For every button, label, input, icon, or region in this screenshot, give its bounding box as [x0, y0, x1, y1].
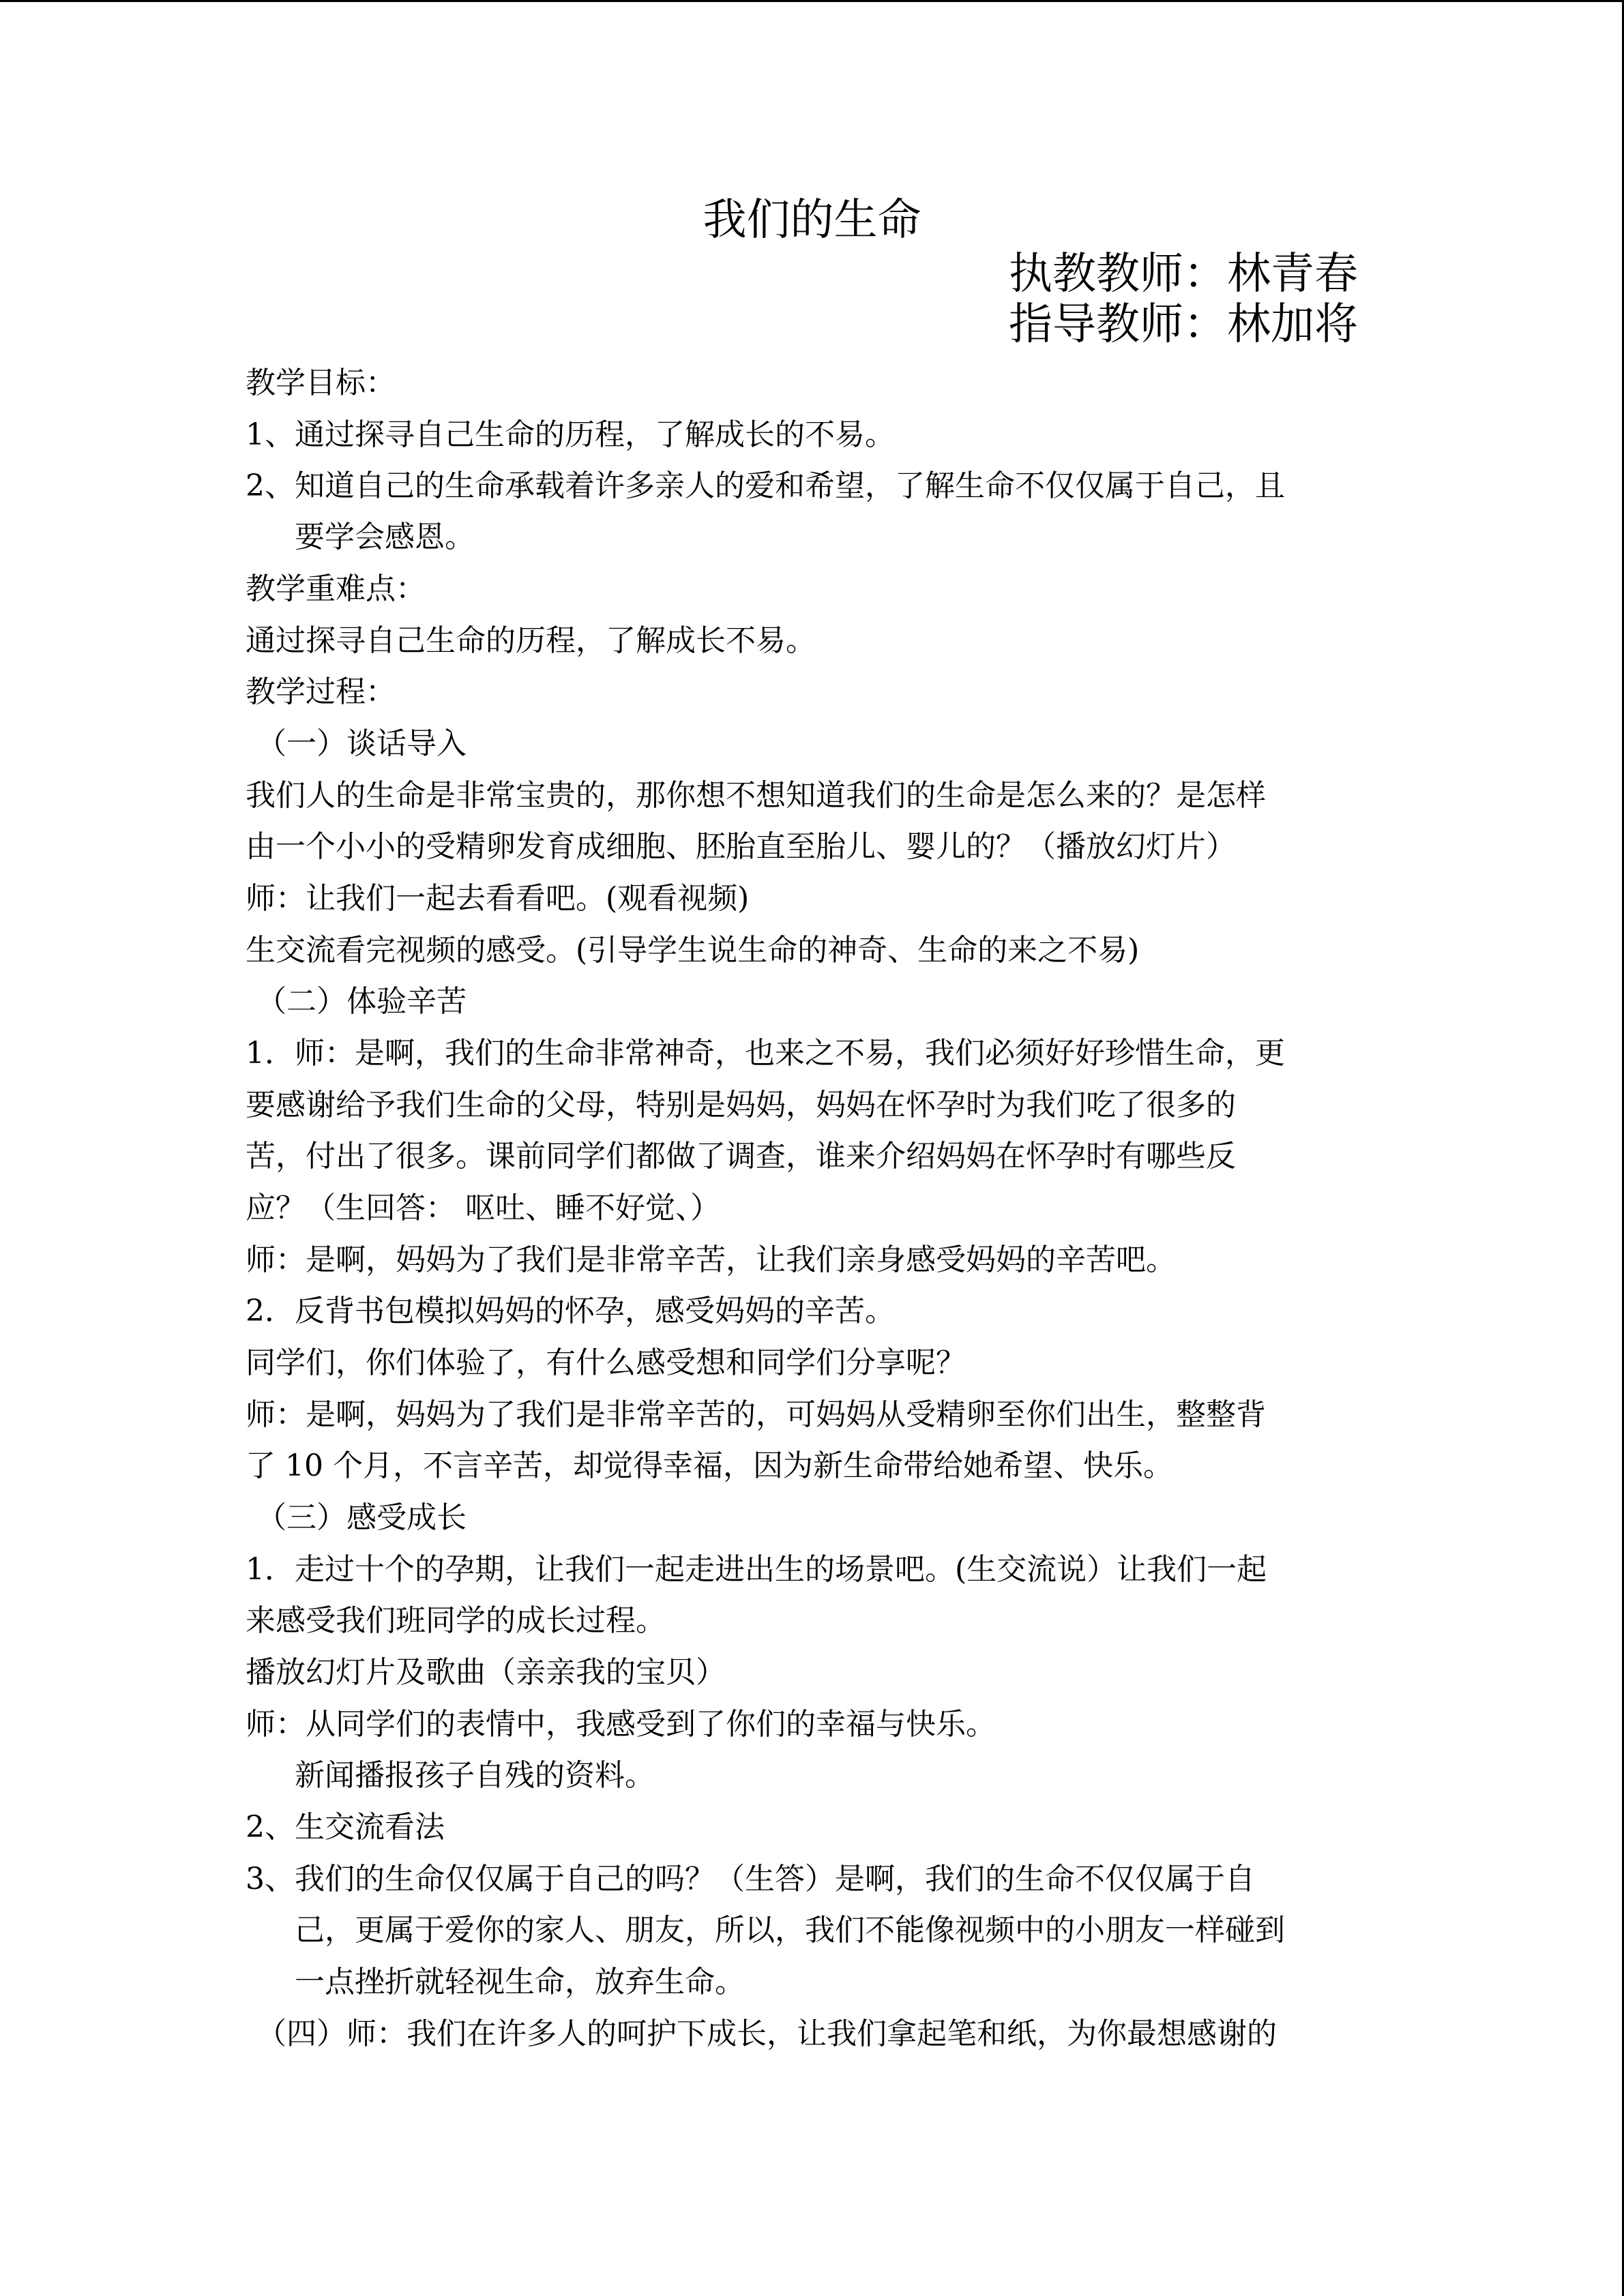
doc-line: 应？（生回答： 呕吐、睡不好觉、） — [246, 1191, 720, 1225]
section-heading: （三）感受成长 — [256, 1500, 467, 1535]
doc-line: 生交流看完视频的感受。(引导学生说生命的神奇、生命的来之不易) — [246, 933, 1140, 968]
doc-line: 己，更属于爱你的家人、朋友，所以，我们不能像视频中的小朋友一样碰到 — [295, 1913, 1285, 1948]
section-heading: （四）师：我们在许多人的呵护下成长，让我们拿起笔和纸，为你最想感谢的 — [256, 2016, 1277, 2051]
doc-line: 要学会感恩。 — [295, 520, 475, 554]
section-heading: （一）谈话导入 — [256, 726, 467, 761]
doc-line: 来感受我们班同学的成长过程。 — [246, 1603, 666, 1638]
doc-line: 教学重难点： — [246, 571, 426, 606]
doc-line: 师：让我们一起去看看吧。(观看视频) — [246, 881, 750, 916]
doc-line: 3、我们的生命仅仅属于自己的吗？（生答）是啊，我们的生命不仅仅属于自 — [246, 1862, 1255, 1896]
doc-line: 一点挫折就轻视生命，放弃生命。 — [295, 1965, 745, 1999]
doc-line: 通过探寻自己生命的历程，了解成长不易。 — [246, 623, 816, 658]
doc-line: 1．师：是啊，我们的生命非常神奇，也来之不易，我们必须好好珍惜生命，更 — [246, 1036, 1285, 1071]
doc-line: 2、生交流看法 — [246, 1810, 445, 1845]
doc-line: 了 10 个月，不言辛苦，却觉得幸福，因为新生命带给她希望、快乐。 — [246, 1448, 1173, 1483]
advisor-teacher: 指导教师：林加将 — [1009, 299, 1358, 350]
doc-line: 我们人的生命是非常宝贵的，那你想不想知道我们的生命是怎么来的？是怎样 — [246, 778, 1266, 813]
doc-line: 同学们，你们体验了，有什么感受想和同学们分享呢？ — [246, 1345, 966, 1380]
page-title: 我们的生命 — [703, 195, 921, 245]
doc-line: 苦，付出了很多。课前同学们都做了调查，谁来介绍妈妈在怀孕时有哪些反 — [246, 1139, 1236, 1174]
doc-line: 1、通过探寻自己生命的历程，了解成长的不易。 — [246, 417, 895, 452]
section-heading: （二）体验辛苦 — [256, 984, 467, 1019]
doc-line: 师：从同学们的表情中，我感受到了你们的幸福与快乐。 — [246, 1707, 996, 1742]
doc-line: 教学目标： — [246, 366, 396, 400]
doc-line: 2．反背书包模拟妈妈的怀孕，感受妈妈的辛苦。 — [246, 1294, 895, 1328]
doc-line: 新闻播报孩子自残的资料。 — [295, 1758, 655, 1793]
doc-line: 要感谢给予我们生命的父母，特别是妈妈，妈妈在怀孕时为我们吃了很多的 — [246, 1088, 1236, 1122]
page-border-top — [0, 0, 1624, 2]
doc-line: 师：是啊，妈妈为了我们是非常辛苦，让我们亲身感受妈妈的辛苦吧。 — [246, 1242, 1176, 1277]
lead-teacher: 执教教师：林青春 — [1009, 249, 1358, 299]
doc-line: 播放幻灯片及歌曲（亲亲我的宝贝） — [246, 1655, 726, 1690]
doc-line: 教学过程： — [246, 674, 396, 709]
doc-line: 1．走过十个的孕期，让我们一起走进出生的场景吧。(生交流说）让我们一起 — [246, 1552, 1267, 1587]
doc-line: 由一个小小的受精卵发育成细胞、胚胎直至胎儿、婴儿的？（播放幻灯片） — [246, 829, 1236, 864]
doc-line: 2、知道自己的生命承载着许多亲人的爱和希望，了解生命不仅仅属于自己，且 — [246, 468, 1285, 503]
doc-line: 师：是啊，妈妈为了我们是非常辛苦的，可妈妈从受精卵至你们出生，整整背 — [246, 1397, 1266, 1432]
